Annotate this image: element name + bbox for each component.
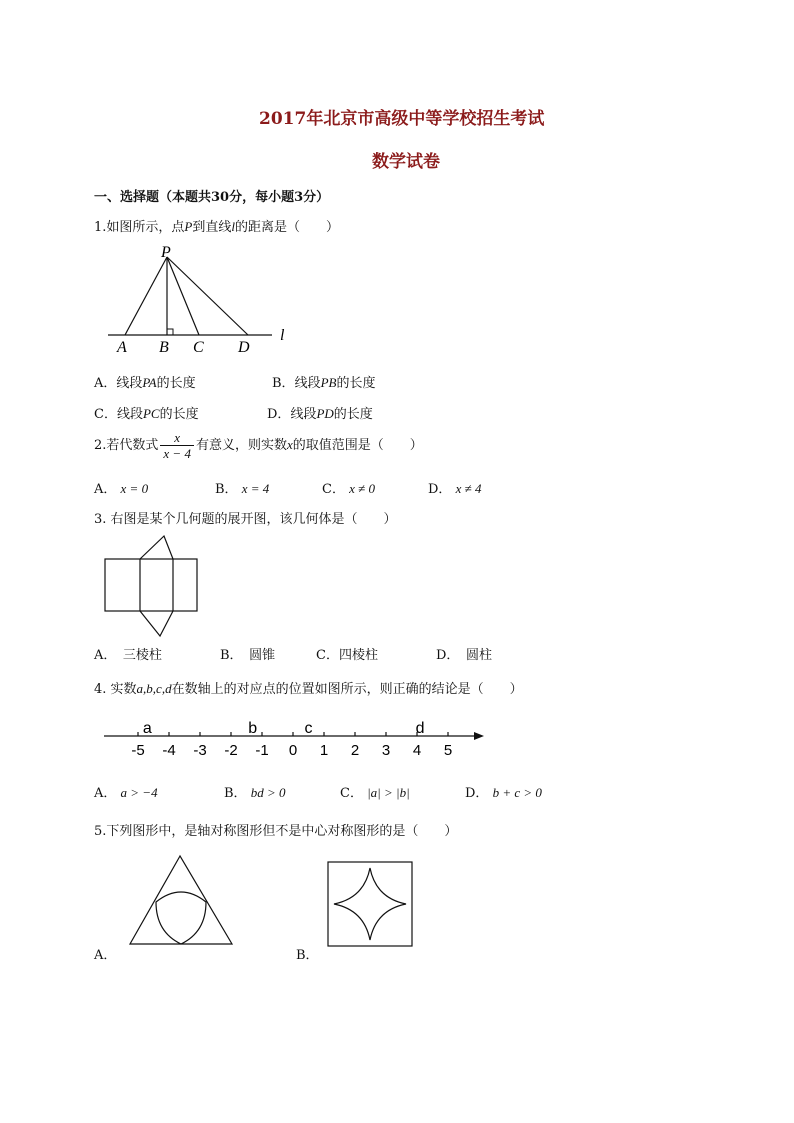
tick-label-4: 4 [412, 742, 422, 759]
q2-denominator: x − 4 [160, 445, 194, 461]
tick-label-0: 0 [288, 742, 298, 759]
q5-option-a[interactable]: A． [94, 948, 117, 963]
q2-option-b[interactable]: B． x = 4 [215, 481, 270, 497]
reuleaux-curve [156, 892, 206, 944]
q1-var-l: l [231, 219, 235, 234]
question-3-stem: 3. 右图是某个几何题的展开图，该几何体是（ ） [94, 512, 397, 527]
q3-option-b[interactable]: B． 圆锥 [220, 648, 276, 663]
segment-pc [167, 257, 199, 335]
q2-fraction [160, 430, 194, 461]
q1-option-c[interactable]: C．线段PC的长度 [94, 406, 199, 422]
tick-label--2: -2 [224, 742, 238, 759]
net-top-triangle [140, 536, 173, 559]
outer-triangle [130, 856, 232, 944]
q1-var-p: P [184, 219, 193, 234]
point-label-d: d [415, 720, 425, 737]
section-heading: 一、选择题（本题共30分，每小题3分） [94, 190, 330, 205]
q1-suffix: 的距离是（ ） [235, 220, 340, 235]
q2-var-x: x [286, 437, 293, 452]
segment-pa [125, 257, 167, 335]
tick-label-1: 1 [319, 742, 329, 759]
q1-option-d[interactable]: D．线段PD的长度 [267, 406, 373, 422]
net-rectangle [105, 559, 197, 611]
q2-numerator: x [174, 430, 181, 445]
tick-label--3: -3 [193, 742, 207, 759]
four-point-star [334, 868, 406, 940]
q2-suffix: 的取值范围是（ ） [292, 438, 423, 453]
tick-label--4: -4 [162, 742, 176, 759]
q2-prefix: 2.若代数式 [94, 438, 159, 453]
question-1-stem [94, 216, 339, 235]
q4-option-b[interactable]: B． bd > 0 [224, 785, 286, 801]
exam-subtitle: 数学试卷 [372, 152, 440, 172]
question-2-stem [94, 430, 423, 461]
question-5-stem: 5.下列图形中，是轴对称图形但不是中心对称图形的是（ ） [94, 824, 458, 839]
point-label-c: c [304, 720, 313, 737]
tick-label--5: -5 [131, 742, 145, 759]
label-a: A [117, 339, 127, 356]
q4-prefix: 4. 实数 [94, 682, 137, 697]
q1-mid: 到直线 [192, 220, 232, 235]
q2-option-c[interactable]: C． x ≠ 0 [322, 481, 375, 497]
label-l: l [280, 327, 285, 344]
q3-option-c[interactable]: C．四棱柱 [316, 648, 378, 663]
tick-label-3: 3 [381, 742, 391, 759]
q1-option-a[interactable]: A．线段PA的长度 [94, 375, 196, 391]
outer-square [328, 862, 412, 946]
q3-option-a[interactable]: A． 三棱柱 [94, 648, 162, 663]
q3-option-d[interactable]: D． 圆柱 [436, 648, 492, 663]
right-angle-mark [167, 329, 173, 335]
q2-option-a[interactable]: A． x = 0 [94, 481, 149, 497]
q2-mid: 有意义，则实数 [195, 438, 287, 453]
q1-triangle-figure [100, 246, 300, 366]
q3-net-figure [100, 534, 210, 644]
label-b: B [159, 339, 169, 356]
q4-option-a[interactable]: A． a > −4 [94, 785, 158, 801]
label-c: C [193, 339, 204, 356]
number-line-arrow [474, 732, 484, 740]
tick-label-5: 5 [443, 742, 453, 759]
q4-option-d[interactable]: D． b + c > 0 [465, 785, 542, 801]
label-p: P [161, 244, 171, 261]
q5-option-b-figure[interactable] [326, 860, 426, 960]
q1-option-b[interactable]: B．线段PB的长度 [272, 375, 376, 391]
q4-vars: a,b,c,d [136, 681, 172, 696]
tick-label--1: -1 [255, 742, 269, 759]
q4-option-c[interactable]: C． |a| > |b| [340, 785, 410, 801]
point-label-a: a [142, 720, 152, 737]
q1-prefix: 1.如图所示，点 [94, 220, 185, 235]
label-d: D [238, 339, 250, 356]
net-bottom-triangle [140, 611, 173, 636]
q4-number-line [100, 712, 500, 762]
question-4-stem [94, 678, 523, 697]
segment-pd [167, 257, 248, 335]
q5-option-b[interactable]: B． [296, 948, 319, 963]
tick-label-2: 2 [350, 742, 360, 759]
q4-suffix: 在数轴上的对应点的位置如图所示，则正确的结论是（ ） [171, 682, 523, 697]
q2-option-d[interactable]: D． x ≠ 4 [428, 481, 482, 497]
exam-title: 2017年北京市高级中等学校招生考试 [259, 109, 545, 129]
q5-option-a-figure[interactable] [126, 852, 246, 952]
point-label-b: b [248, 720, 258, 737]
